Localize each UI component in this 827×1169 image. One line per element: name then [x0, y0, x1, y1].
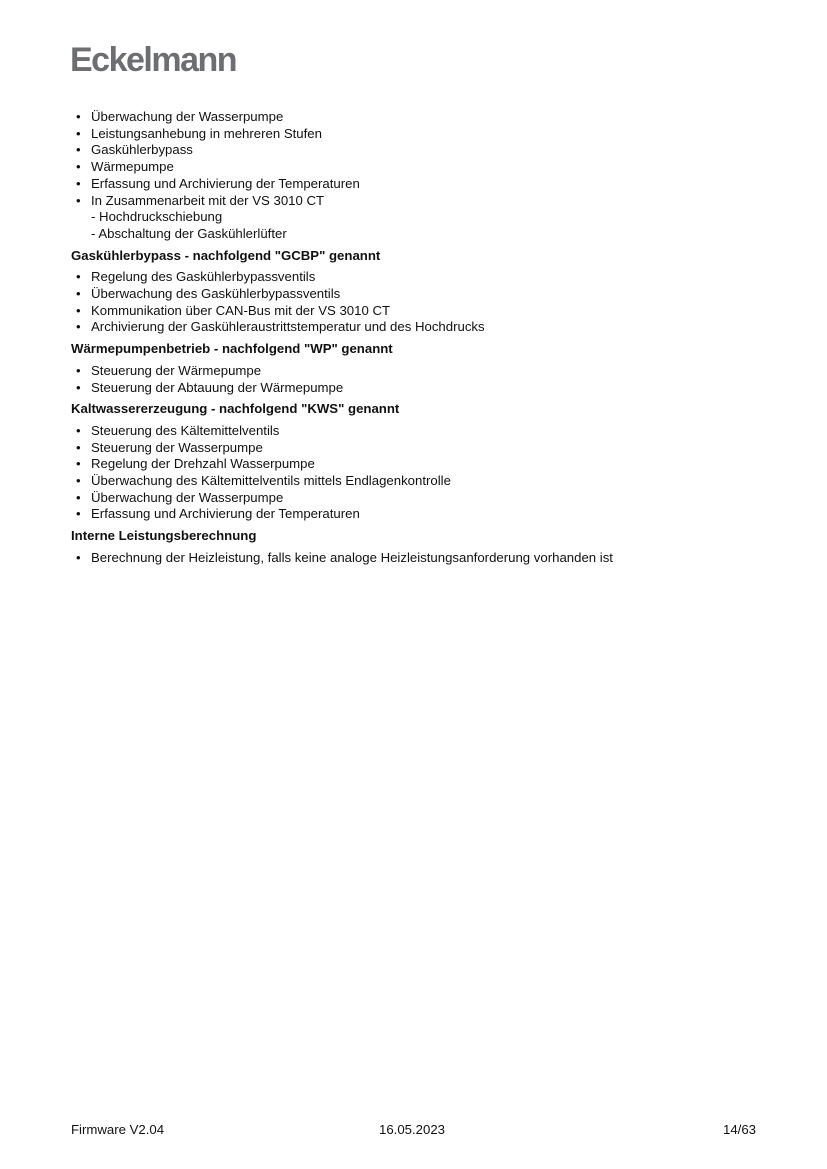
leistungsberechnung-list [71, 550, 771, 567]
section-title-kws: Kaltwassererzeugung - nachfolgend "KWS" genannt [71, 401, 400, 417]
list-item: • Erfassung und Archivierung der Temperaturen [76, 175, 360, 191]
list-item: • Gaskühlerbypass [76, 142, 193, 158]
list-item: • Archivierung der Gaskühleraustrittstemperatur und des Hochdrucks [76, 319, 485, 335]
sub-item-abschaltung: - Abschaltung der Gaskühlerlüfter [91, 225, 287, 241]
sub-item-hochdruckschiebung: - Hochdruckschiebung [91, 209, 223, 225]
footer-date: 16.05.2023 [379, 1122, 446, 1137]
bullet-icon: • [76, 109, 81, 124]
list-item: • Leistungsanhebung in mehreren Stufen [76, 125, 322, 141]
intro-feature-list [71, 109, 771, 209]
bullet-icon: • [76, 456, 81, 472]
section-title-leistungsberechnung: Interne Leistungsberechnung [71, 528, 257, 544]
footer-page-number: 14/63 [722, 1122, 756, 1137]
bullet-icon: • [76, 473, 81, 489]
bullet-icon: • [76, 319, 81, 335]
gcbp-list [71, 269, 771, 336]
list-item: • Regelung des Gaskühlerbypassventils [76, 269, 316, 285]
document-body [71, 109, 771, 567]
list-item: • Regelung der Drehzahl Wasserpumpe [76, 456, 315, 472]
list-item: • Erfassung und Archivierung der Temperaturen [76, 506, 360, 522]
list-item: • Steuerung des Kältemittelventils [76, 422, 280, 438]
list-item: • Wärmepumpe [76, 159, 174, 175]
company-logo: Eckelmann [70, 41, 237, 79]
bullet-icon: • [76, 302, 81, 318]
list-item: • Steuerung der Wärmepumpe [76, 362, 262, 378]
bullet-icon: • [76, 379, 81, 395]
list-item: • Überwachung der Wasserpumpe [76, 489, 284, 505]
list-item: • In Zusammenarbeit mit der VS 3010 CT [76, 192, 325, 208]
wp-list [71, 363, 771, 396]
footer-firmware: Firmware V2.04 [71, 1122, 165, 1137]
bullet-icon: • [76, 175, 81, 191]
section-title-gcbp: Gaskühlerbypass - nachfolgend "GCBP" genannt [71, 247, 381, 263]
bullet-icon: • [76, 192, 81, 208]
bullet-icon: • [76, 422, 81, 438]
list-item: • Steuerung der Abtauung der Wärmepumpe [76, 379, 344, 395]
list-item: • Überwachung der Wasserpumpe [76, 109, 284, 124]
section-title-wp: Wärmepumpenbetrieb - nachfolgend "WP" genannt [71, 341, 393, 357]
kws-list [71, 423, 771, 523]
bullet-icon: • [76, 506, 81, 522]
list-item: • Überwachung des Kältemittelventils mittels Endlagenkontrolle [76, 473, 451, 489]
bullet-icon: • [76, 269, 81, 285]
bullet-icon: • [76, 489, 81, 505]
bullet-icon: • [76, 549, 81, 565]
list-item: • Kommunikation über CAN-Bus mit der VS 3010 CT [76, 302, 391, 318]
bullet-icon: • [76, 286, 81, 302]
bullet-icon: • [76, 362, 81, 378]
list-item: • Berechnung der Heizleistung, falls keine analoge Heizleistungsanforderung vorhanden ist [76, 549, 613, 565]
bullet-icon: • [76, 159, 81, 175]
list-item: • Überwachung des Gaskühlerbypassventils [76, 286, 341, 302]
list-item: • Steuerung der Wasserpumpe [76, 439, 263, 455]
bullet-icon: • [76, 125, 81, 141]
bullet-icon: • [76, 142, 81, 158]
bullet-icon: • [76, 439, 81, 455]
